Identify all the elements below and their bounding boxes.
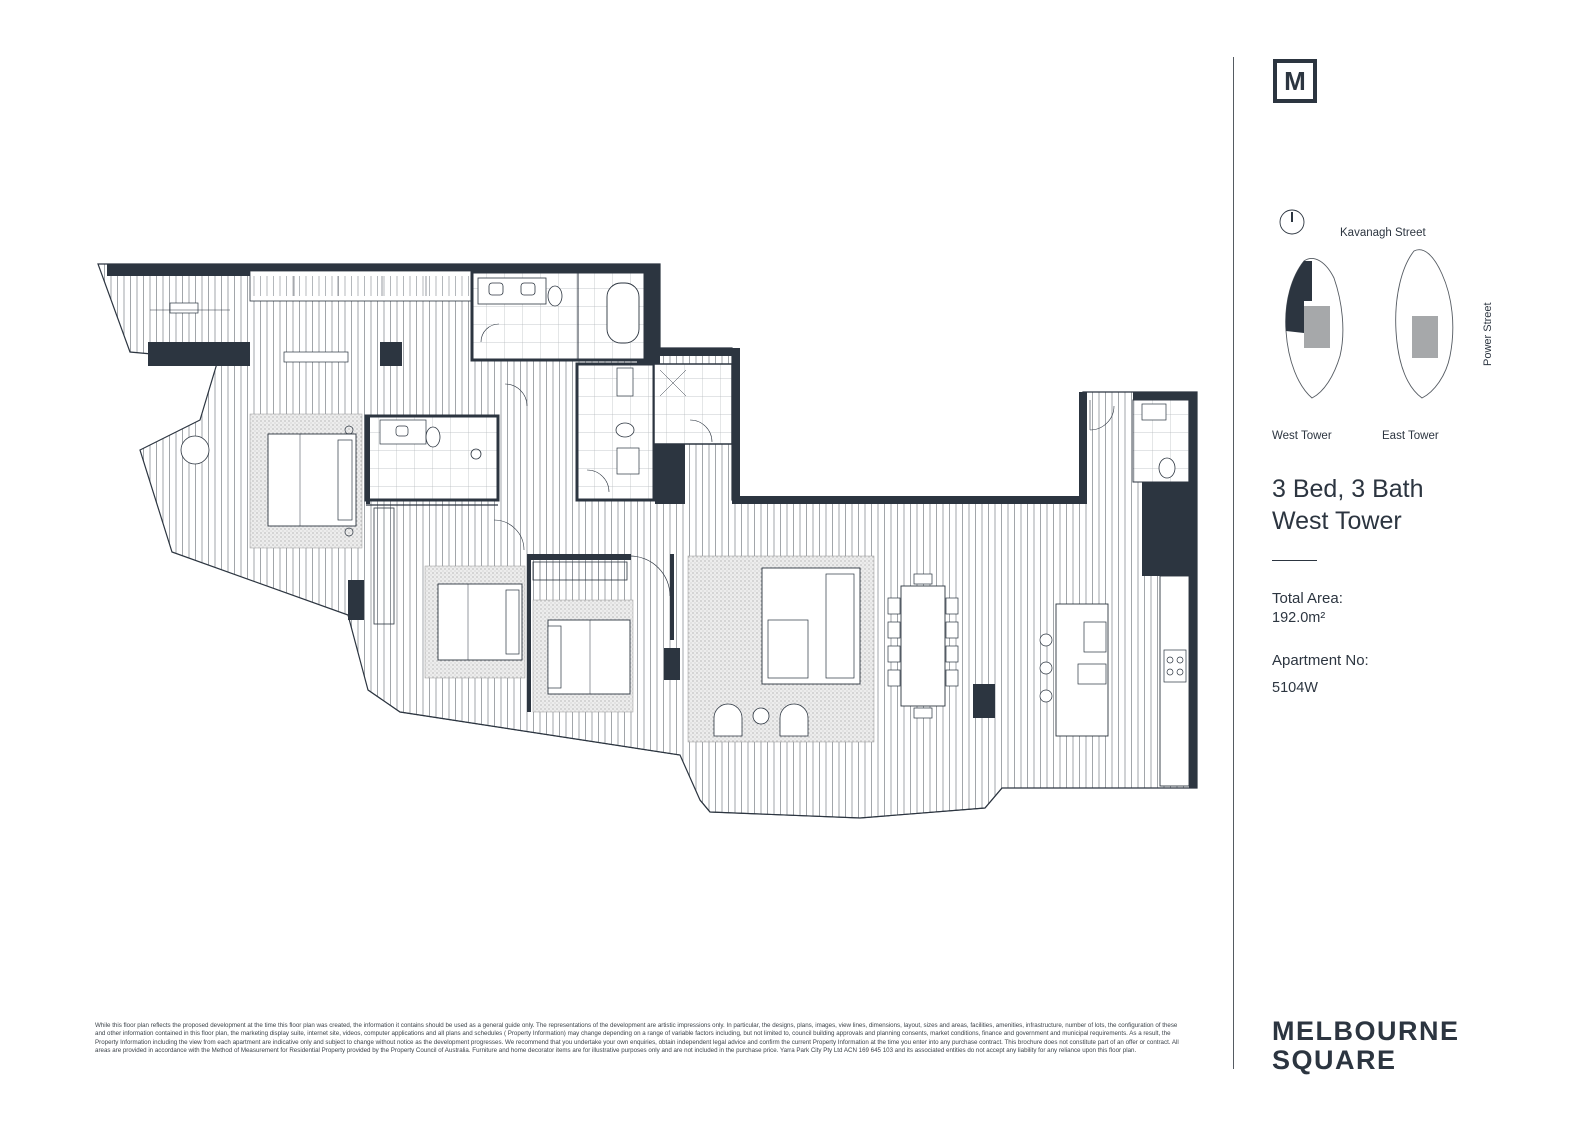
disclaimer-text: While this floor plan reflects the proposed development at the time this floor plan was created, the information it contains should be used as a general guide only. The representations of the development are artistic impressions only. In particular, the designs, plans, images, view lines, dimensions, layout, sizes and areas, facilities, amenities, infrastructure, number of lots, the configuration of these and other information contained in this floor plan, the marketing display suite, internet site, videos, computer applications and all plans and schedules ( Property Information) may change depending on a range of variable factors including, but not limited to, council building approvals and planning consents, market conditions, finance and government and municipal requirements. As a result, the Property Information including the view from each apartment are indicative only and subject to change without notice as the development progresses. We recommend that you undertake your own enquiries, obtain independent legal advice and confirm the current Property Information at the time you enter into any purchase contract. This brochure does not constitute part of an offer or contract. All areas are provided in accordance with the Method of Measurement for Residential Property provided by the Property Council of Australia. Furniture and home decorator items are for illustrative purposes only and are not included in the purchase price. Yarra Park City Pty Ltd ACN 169 645 103 and its associated entities do not accept any liability for any reliance upon this floor plan. bbox=[95, 1022, 1179, 1054]
east-tower-shape bbox=[1396, 250, 1453, 398]
total-area-label: Total Area: bbox=[1272, 590, 1343, 607]
apartment-type-line2: West Tower bbox=[1272, 507, 1402, 535]
apartment-no-value: 5104W bbox=[1272, 680, 1318, 696]
street-label-top: Kavanagh Street bbox=[1340, 227, 1426, 239]
apartment-type-line1: 3 Bed, 3 Bath bbox=[1272, 475, 1424, 503]
apartment-no-label: Apartment No: bbox=[1272, 652, 1369, 669]
west-tower-label: West Tower bbox=[1272, 430, 1332, 442]
total-area-value: 192.0m² bbox=[1272, 610, 1326, 626]
tower-keyplan bbox=[1262, 206, 1502, 446]
section-divider bbox=[1272, 560, 1317, 561]
logo-letter: M bbox=[1284, 66, 1306, 96]
panel-divider bbox=[1233, 57, 1234, 1069]
north-arrow-icon bbox=[1280, 210, 1304, 234]
apartment-type bbox=[1272, 473, 1424, 537]
east-tower-label: East Tower bbox=[1382, 430, 1439, 442]
brand-logo bbox=[1273, 59, 1317, 103]
brand-name bbox=[1272, 1017, 1460, 1075]
street-label-side: Power Street bbox=[1482, 302, 1494, 366]
west-tower-shape bbox=[1286, 258, 1343, 398]
brand-name-line1: MELBOURNE bbox=[1272, 1016, 1460, 1046]
brand-name-line2: SQUARE bbox=[1272, 1045, 1397, 1075]
